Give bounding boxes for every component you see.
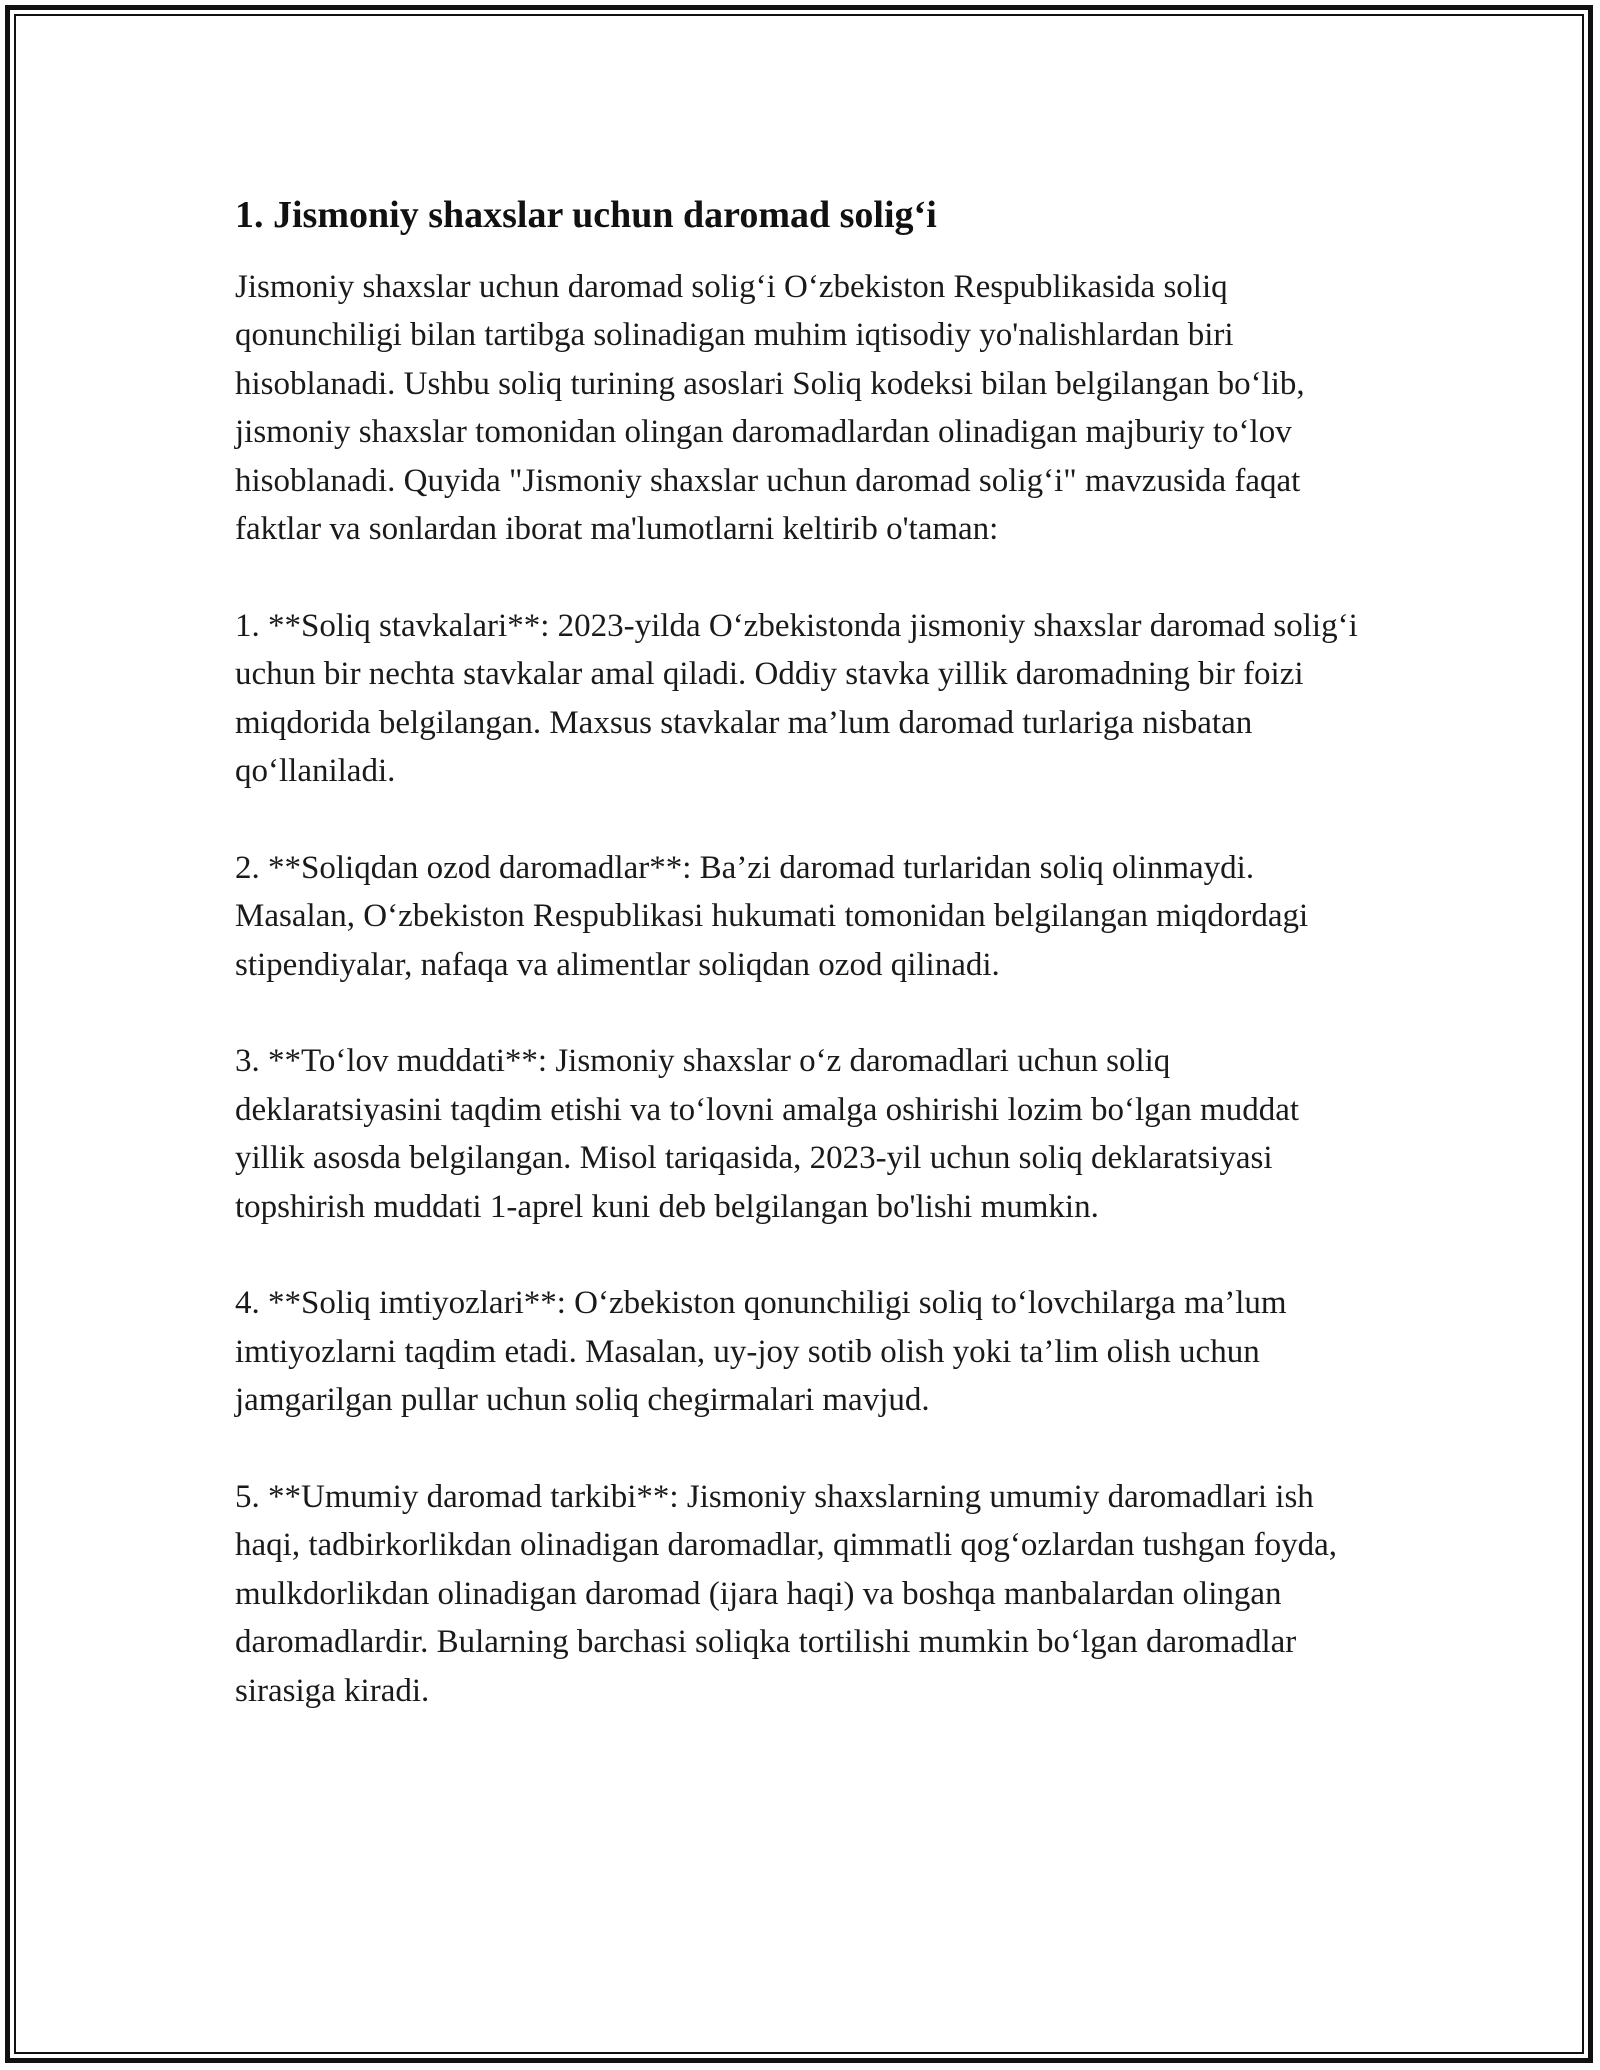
paragraph-tax-rates: 1. **Soliq stavkalari**: 2023-yilda O‘zbekistonda jismoniy shaxslar daromad solig‘i uchun bir nechta stavkalar amal qiladi. Oddiy stavka yillik daromadning bir foizi miqdorida belgilangan. Maxsus stavkalar ma’lum daromad turlariga nisbatan qo‘llaniladi. xyxy=(235,607,1358,790)
document-body xyxy=(235,190,1375,1764)
section-heading: 1. Jismoniy shaxslar uchun daromad solig‘i xyxy=(235,194,937,236)
paragraph-total-income: 5. **Umumiy daromad tarkibi**: Jismoniy shaxslarning umumiy daromadlari ish haqi, tadbirkorlikdan olinadigan daromadlar, qimmatli qog‘ozlardan tushgan foyda, mulkdorlikdan olinadigan daromad (ijara haqi) va boshqa manbalardan olingan daromadlardir. Bularning barchasi soliqka tortilishi mumkin bo‘lgan daromadlar sirasiga kiradi. xyxy=(235,1479,1338,1709)
intro-paragraph: Jismoniy shaxslar uchun daromad solig‘i O‘zbekiston Respublikasida soliq qonunchiligi bilan tartibga solinadigan muhim iqtisodiy yo'nalishlardan biri hisoblanadi. Ushbu soliq turining asoslari Soliq kodeksi bilan belgilangan bo‘lib, jismoniy shaxslar tomonidan olingan daromadlardan olinadigan majburiy to‘lov hisoblanadi. Quyida "Jismoniy shaxslar uchun daromad solig‘i" mavzusida faqat faktlar va sonlardan iborat ma'lumotlarni keltirib o'taman: xyxy=(235,269,1305,548)
paragraph-tax-benefits: 4. **Soliq imtiyozlari**: O‘zbekiston qonunchiligi soliq to‘lovchilarga ma’lum imtiyozlarni taqdim etadi. Masalan, uy-joy sotib olish yoki ta’lim olish uchun jamgarilgan pullar uchun soliq chegirmalari mavjud. xyxy=(235,1285,1287,1419)
paragraph-payment-deadline: 3. **To‘lov muddati**: Jismoniy shaxslar o‘z daromadlari uchun soliq deklaratsiyasini taqdim etishi va to‘lovni amalga oshirishi lozim bo‘lgan muddat yillik asosda belgilangan. Misol tariqasida, 2023-yil uchun soliq deklaratsiyasi topshirish muddati 1-aprel kuni deb belgilangan bo'lishi mumkin. xyxy=(235,1043,1300,1225)
paragraph-exempt-income: 2. **Soliqdan ozod daromadlar**: Ba’zi daromad turlaridan soliq olinmaydi. Masalan, O‘zbekiston Respublikasi hukumati tomonidan belgilangan miqdordagi stipendiyalar, nafaqa va alimentlar soliqdan ozod qilinadi. xyxy=(235,849,1309,983)
